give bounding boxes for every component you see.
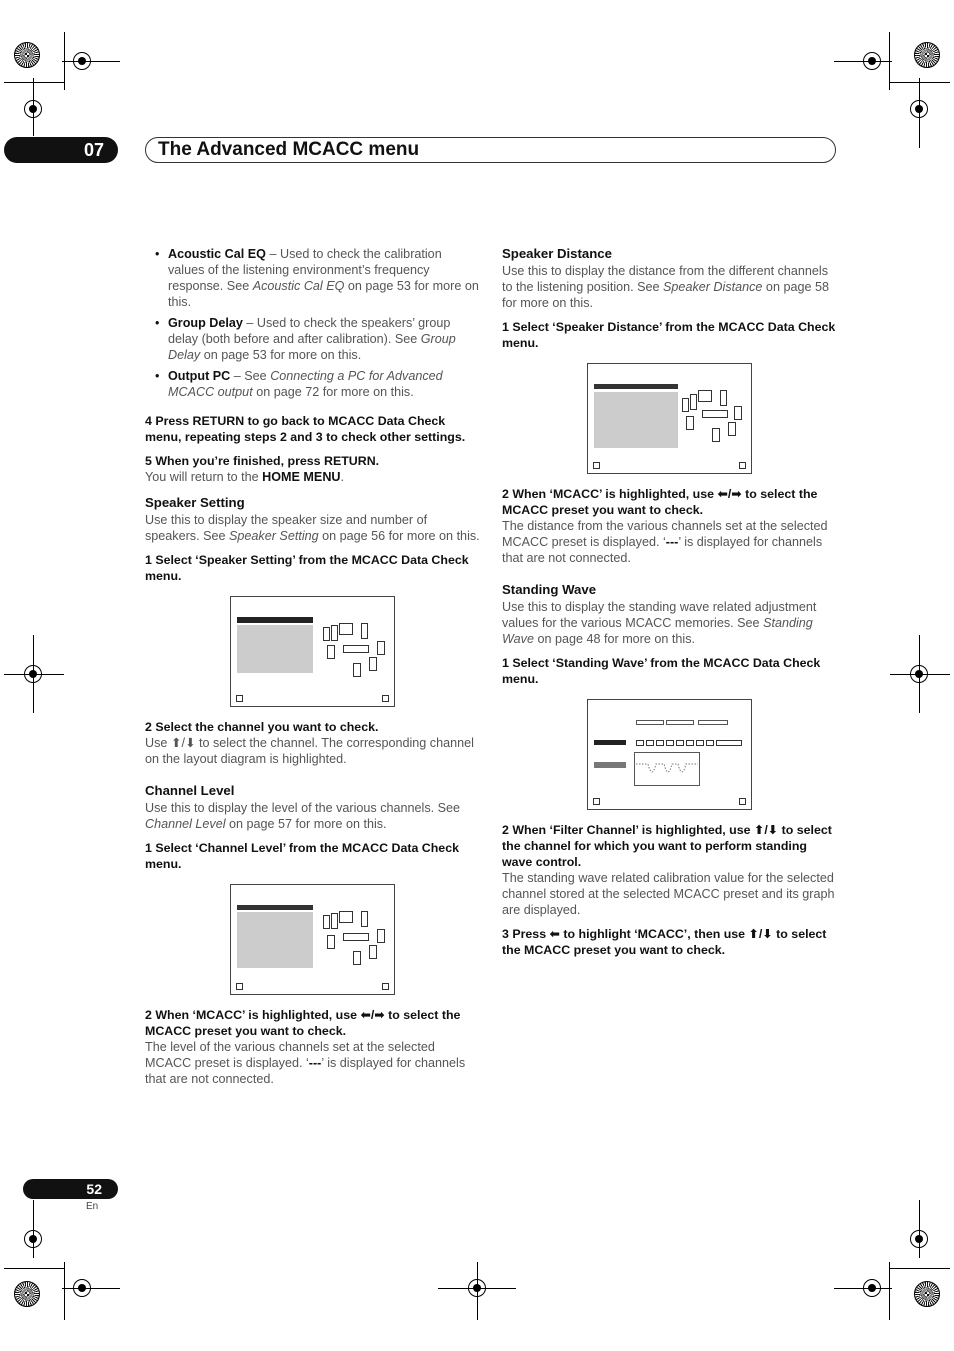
return-icon	[382, 695, 389, 702]
page-number: 52	[23, 1179, 118, 1199]
speaker-setting-screen-figure	[230, 596, 395, 707]
channel-level-step-2-body: The level of the various channels set at the selected MCACC preset is displayed. ‘---’ is displayed for channels that are not connected.	[145, 1040, 466, 1086]
step-5: 5 When you’re finished, press RETURN.	[145, 454, 380, 468]
speaker-setting-step-2-body: Use ⬆/⬇ to select the channel. The corresponding channel on the layout diagram is highlighted.	[145, 736, 474, 766]
left-column	[145, 246, 480, 1087]
standing-wave-heading: Standing Wave	[502, 582, 597, 597]
return-icon	[382, 983, 389, 990]
rosette-mark-bottom-left	[14, 1281, 40, 1307]
right-column	[502, 246, 837, 958]
step-5-body: You will return to the HOME MENU.	[145, 470, 345, 484]
standing-wave-step-2: 2 When ‘Filter Channel’ is highlighted, use ⬆/⬇ to select the channel for which you want to perform standing wave control.	[502, 823, 832, 869]
channel-level-screen-figure	[230, 884, 395, 995]
speaker-setting-step-1: 1 Select ‘Speaker Setting’ from the MCACC Data Check menu.	[145, 553, 469, 583]
chapter-number-badge: 07	[4, 137, 118, 163]
standing-wave-graph	[634, 752, 700, 786]
rosette-mark-bottom-right	[914, 1281, 940, 1307]
standing-wave-body: Use this to display the standing wave related adjustment values for the various MCACC memories. See Standing Wave on page 48 for more on this.	[502, 600, 817, 646]
rosette-mark-top-right	[914, 42, 940, 68]
standing-wave-screen-figure	[587, 699, 752, 810]
enter-icon	[593, 462, 600, 469]
return-icon	[739, 798, 746, 805]
channel-level-heading: Channel Level	[145, 783, 235, 798]
enter-icon	[593, 798, 600, 805]
chapter-title: The Advanced MCACC menu	[145, 137, 836, 163]
speaker-setting-step-2: 2 Select the channel you want to check.	[145, 720, 379, 734]
enter-icon	[236, 983, 243, 990]
bullet-acoustic-cal-eq: • Acoustic Cal EQ – Used to check the calibration values of the listening environment’s frequency response. See Acoustic Cal EQ on page 53 for more on this.	[168, 246, 480, 310]
return-icon	[739, 462, 746, 469]
rosette-mark-top-left	[14, 42, 40, 68]
enter-icon	[236, 695, 243, 702]
bullet-list	[145, 246, 480, 400]
speaker-setting-heading: Speaker Setting	[145, 495, 245, 510]
speaker-distance-step-1: 1 Select ‘Speaker Distance’ from the MCACC Data Check menu.	[502, 320, 836, 350]
language-code: En	[86, 1201, 99, 1212]
speaker-distance-step-2-body: The distance from the various channels set at the selected MCACC preset is displayed. ‘---’ is displayed for channels that are not connected.	[502, 519, 828, 565]
speaker-distance-screen-figure	[587, 363, 752, 474]
bullet-output-pc: • Output PC – See Connecting a PC for Advanced MCACC output on page 72 for more on this.	[168, 368, 480, 400]
step-4: 4 Press RETURN to go back to MCACC Data Check menu, repeating steps 2 and 3 to check other settings.	[145, 414, 466, 444]
channel-level-step-1: 1 Select ‘Channel Level’ from the MCACC Data Check menu.	[145, 841, 459, 871]
standing-wave-step-1: 1 Select ‘Standing Wave’ from the MCACC Data Check menu.	[502, 656, 821, 686]
speaker-distance-step-2: 2 When ‘MCACC’ is highlighted, use ⬅/➡ to select the MCACC preset you want to check.	[502, 487, 818, 517]
speaker-distance-body: Use this to display the distance from the different channels to the listening position. See Speaker Distance on page 58 for more on this.	[502, 264, 829, 310]
standing-wave-step-2-body: The standing wave related calibration value for the selected channel stored at the selected MCACC preset and its graph are displayed.	[502, 871, 835, 917]
channel-level-body: Use this to display the level of the various channels. See Channel Level on page 57 for more on this.	[145, 801, 461, 831]
speaker-distance-heading: Speaker Distance	[502, 246, 612, 261]
standing-wave-step-3: 3 Press ⬅ to highlight ‘MCACC’, then use ⬆/⬇ to select the MCACC preset you want to check.	[502, 927, 827, 957]
bullet-group-delay: • Group Delay – Used to check the speakers’ group delay (both before and after calibration). See Group Delay on page 53 for more on this.	[168, 315, 480, 363]
channel-level-step-2: 2 When ‘MCACC’ is highlighted, use ⬅/➡ to select the MCACC preset you want to check.	[145, 1008, 461, 1038]
speaker-setting-body: Use this to display the speaker size and number of speakers. See Speaker Setting on page 56 for more on this.	[145, 513, 480, 543]
